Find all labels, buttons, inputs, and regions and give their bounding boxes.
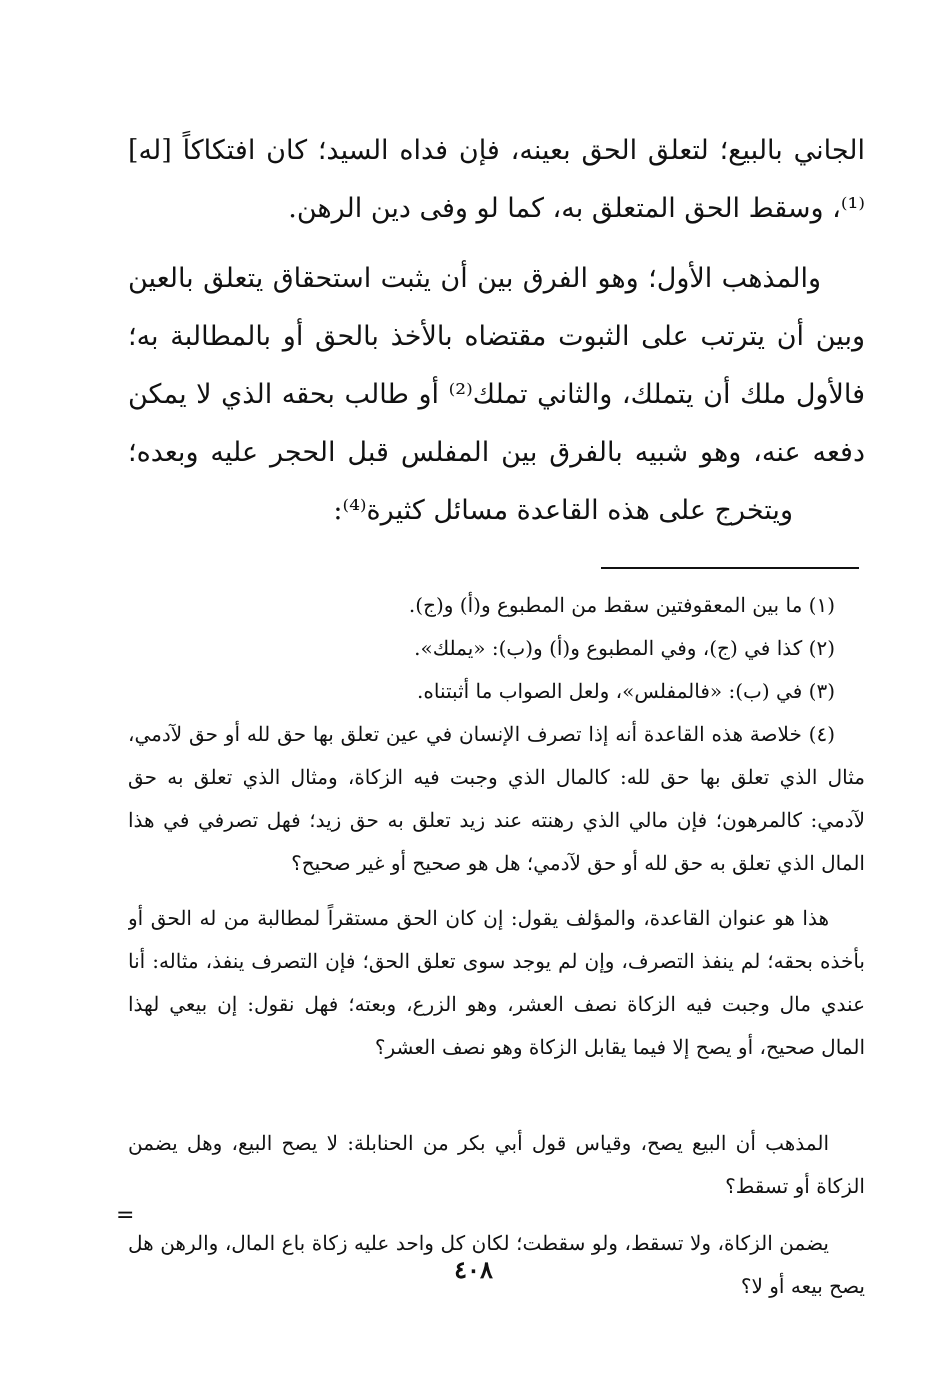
footnote-separator bbox=[601, 567, 859, 569]
footnote-3: (٣) في (ب): «فالمفلس»، ولعل الصواب ما أثبتناه. bbox=[417, 679, 835, 703]
commentary-paragraph-1: هذا هو عنوان القاعدة، والمؤلف يقول: إن كان الحق مستقراً لمطالبة من له الحق أو بأخذه بحقه؛ لم ينفذ التصرف، وإن لم يوجد سوى تعلق الحق؛ فإن التصرف ينفذ، مثاله: أنا عندي مال وجبت فيه الزكاة نصف العشر، وهو الزرع، وبعته؛ فهل نقول: إن بيعي لهذا المال صحيح، أو يصح إلا فيما يقابل الزكاة وهو نصف العشر؟ bbox=[128, 906, 865, 1059]
page-number: ٤٠٨ bbox=[454, 1255, 493, 1284]
main-paragraph-1: الجاني بالبيع؛ لتعلق الحق بعينه، فإن فداه السيد؛ كان افتكاكاً [له]⁽¹⁾، وسقط الحق المتعلق به، كما لو وفى دين الرهن. bbox=[128, 135, 865, 224]
commentary-paragraph-2: المذهب أن البيع يصح، وقياس قول أبي بكر من الحنابلة: لا يصح البيع، وهل يضمن الزكاة أو تسقط؟ bbox=[128, 1131, 865, 1198]
commentary-paragraph-3: يضمن الزكاة، ولا تسقط، ولو سقطت؛ لكان كل واحد عليه زكاة باع المال، والرهن هل يصح بيعه أو لا؟ bbox=[128, 1231, 865, 1298]
footnote-1: (١) ما بين المعقوفتين سقط من المطبوع و(أ) و(ج). bbox=[408, 593, 835, 617]
footnote-2: (٢) كذا في (ج)، وفي المطبوع و(أ) و(ب): «يملك». bbox=[414, 636, 835, 660]
main-paragraph-2: والمذهب الأول؛ وهو الفرق بين أن يثبت استحقاق يتعلق بالعين وبين أن يترتب على الثبوت مقتضاه بالأخذ بالحق أو بالمطالبة به؛ فالأول ملك أن يتملك، والثاني تملك⁽²⁾ أو طالب بحقه الذي لا يمكن دفعه عنه، وهو شبيه بالفرق بين المفلس قبل الحجر عليه وبعده؛ bbox=[128, 263, 865, 468]
continuation-mark: = bbox=[116, 1203, 135, 1228]
footnotes bbox=[128, 584, 865, 1308]
main-text bbox=[128, 122, 865, 540]
footnote-4: (٤) خلاصة هذه القاعدة أنه إذا تصرف الإنسان في عين تعلق بها حق لله أو حق لآدمي، مثال الذي تعلق بها حق لله: كالمال الذي وجبت فيه الزكاة، ومثال الذي تعلق به حق لآدمي: كالمرهون؛ فإن مالي الذي رهنته عند زيد تعلق به حق زيد؛ فهل تصرفي في هذا المال الذي تعلق به حق لله أو حق لآدمي؛ هل هو صحيح أو غير صحيح؟ bbox=[128, 722, 865, 875]
main-paragraph-3: ويتخرج على هذه القاعدة مسائل كثيرة⁽⁴⁾: bbox=[333, 495, 793, 526]
